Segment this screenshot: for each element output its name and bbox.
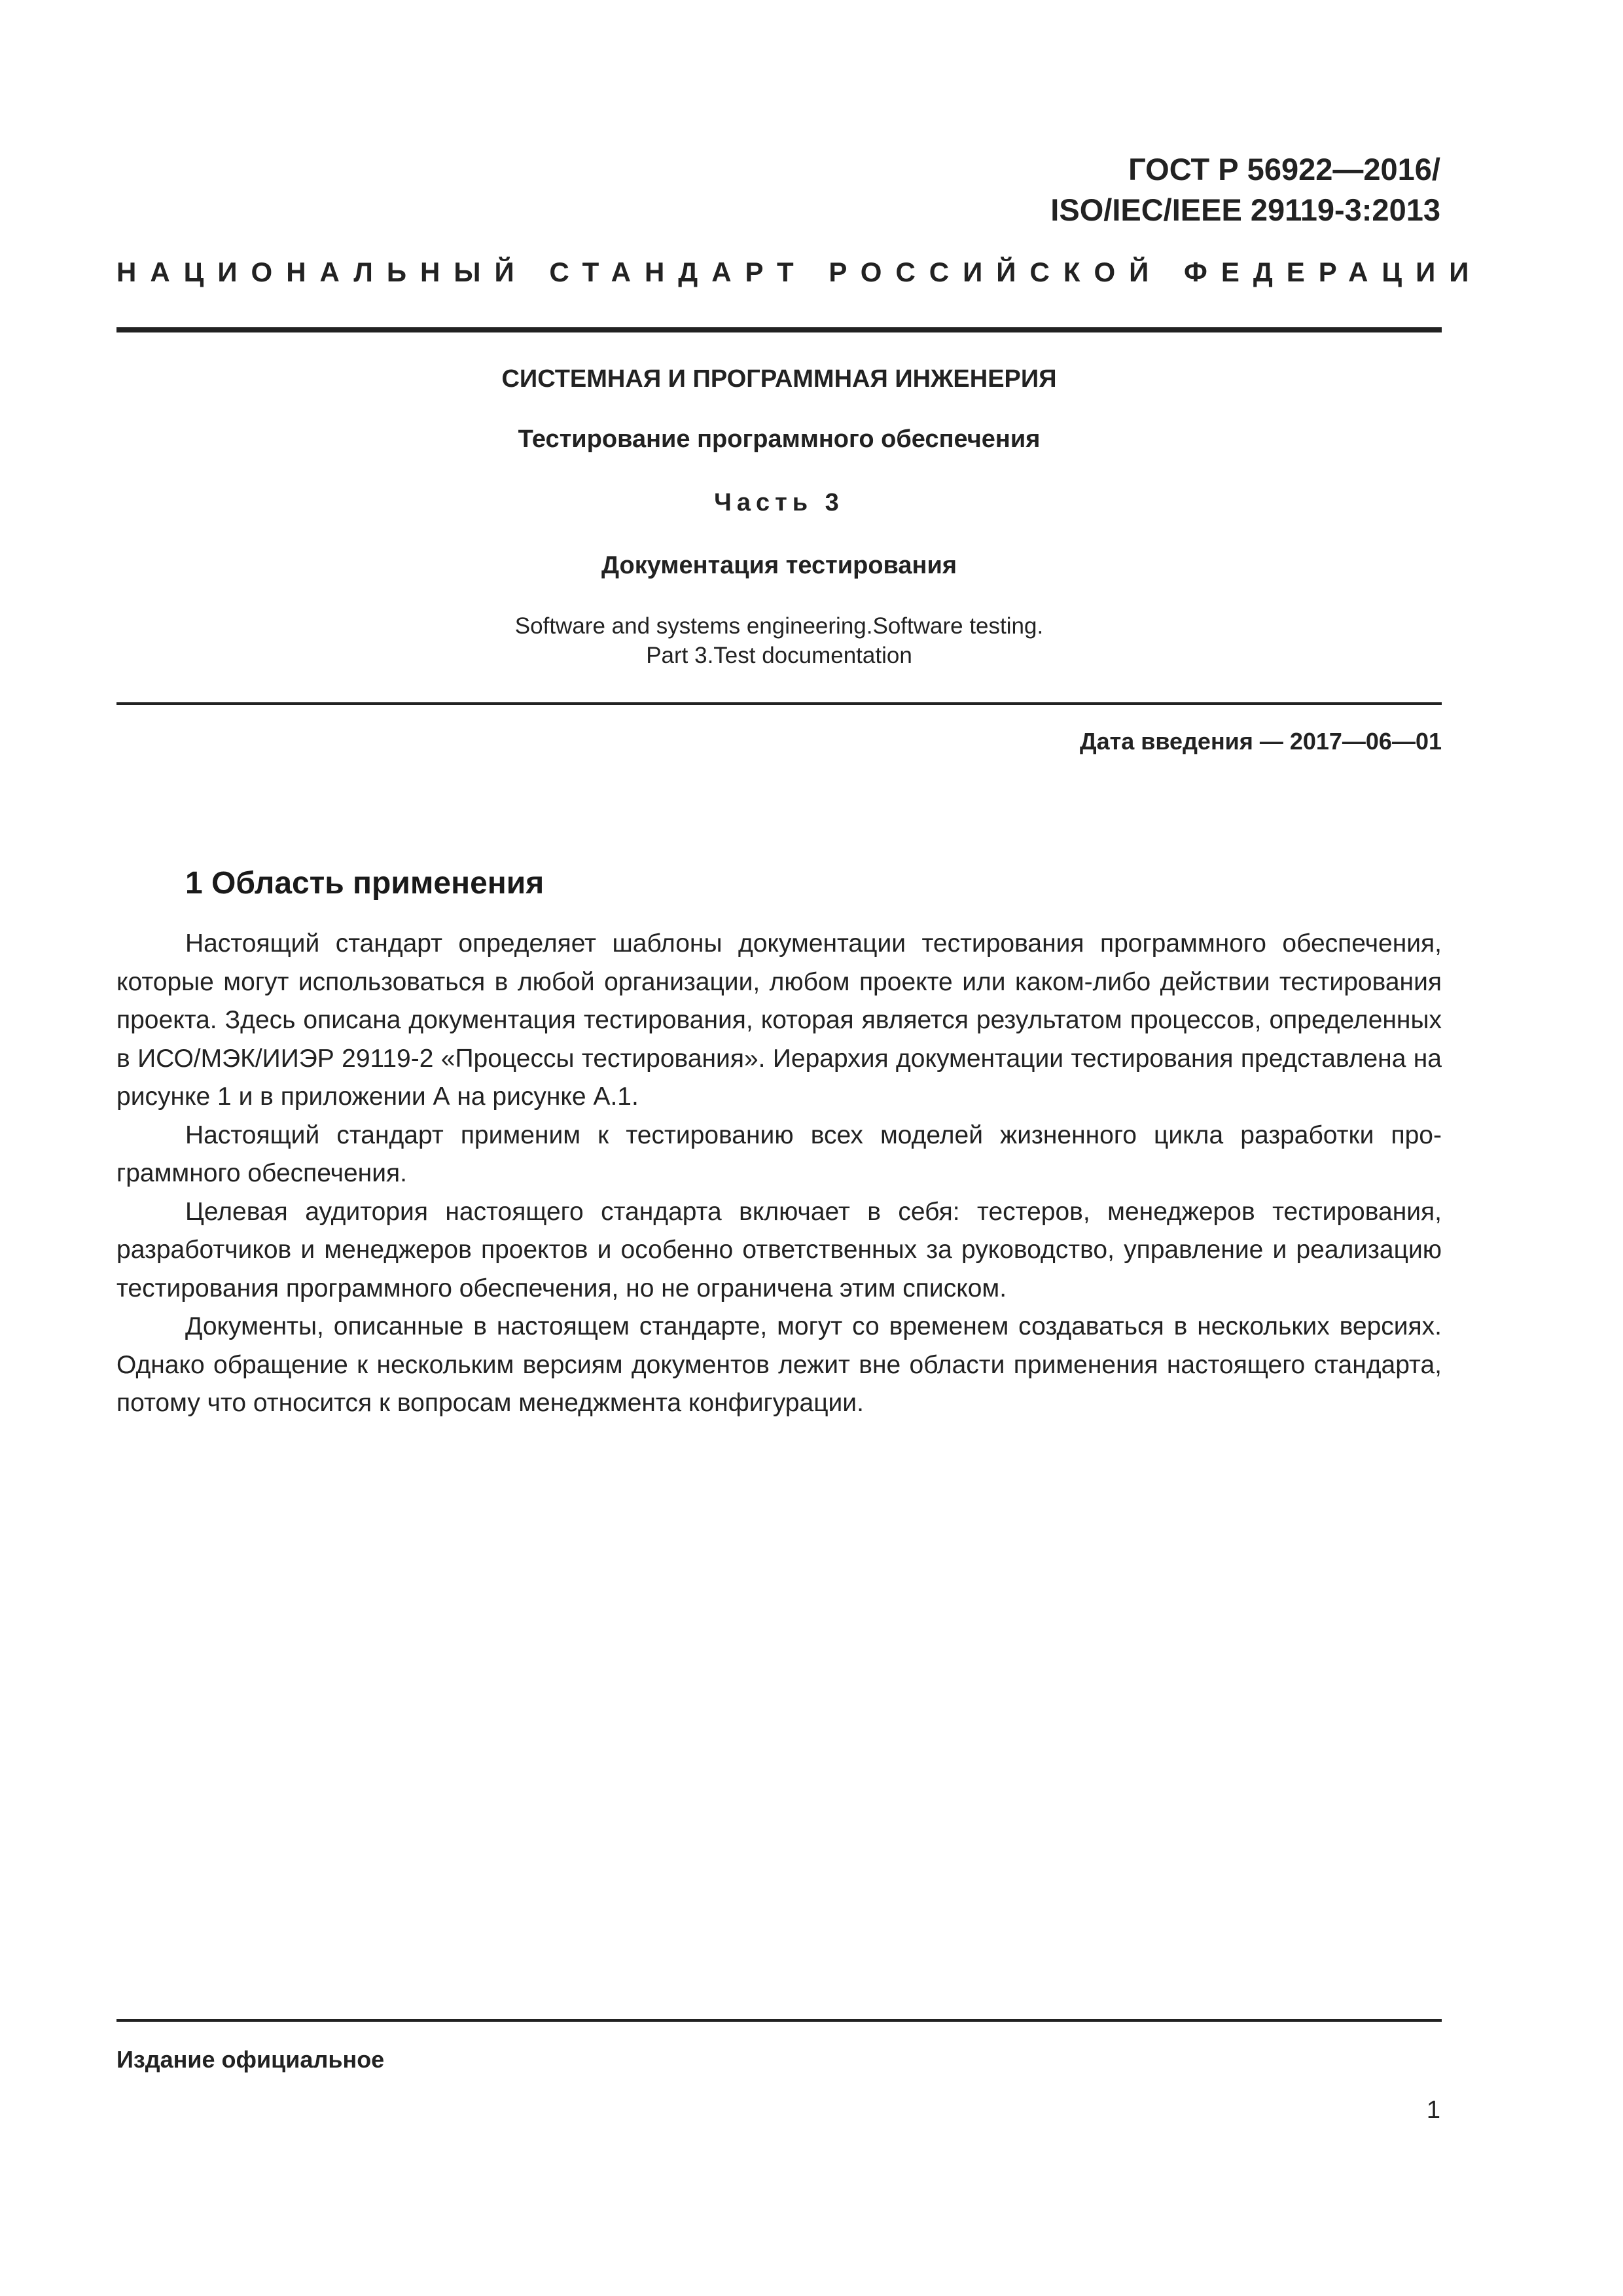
footer-divider bbox=[116, 2019, 1442, 2022]
title-software-testing: Тестирование программного обеспечения bbox=[518, 425, 1041, 453]
introduction-date: Дата введения — 2017—06—01 bbox=[1079, 728, 1442, 755]
paragraph: Целевая аудитория настоящего стандарта включает в себя: тестеров, менеджеров тестирования, разработчиков и менеджеров проектов и особенно ответственных за руководство, управление и реализацию тестирования программного обеспечения, но не ограничена этим списком. bbox=[116, 1197, 1442, 1302]
paragraph: Настоящий стандарт применим к тестированию всех моделей жизненного цикла разработки программного обеспечения. bbox=[116, 1121, 1442, 1187]
paragraph: Документы, описанные в настоящем стандарте, могут со временем создаваться в нескольких версиях. Однако обращение к нескольким версиям документов лежит вне области применения настоящего стандарта, потому что относится к вопросам менеджмента конфигурации. bbox=[116, 1312, 1442, 1417]
english-title-line1: Software and systems engineering.Software testing. bbox=[514, 613, 1044, 639]
official-edition-label: Издание официальное bbox=[116, 2046, 385, 2073]
paragraph: Настоящий стандарт определяет шаблоны документации тестирования программного обеспечения, которые могут использоваться в любой организации, любом проекте или каком-либо действии тестирования проекта. Здесь описана документация тестирования, которая является результатом процессов, определенных в ИСО/МЭК/ИИЭР 29119-2 «Процессы тестирования». Иерархия документации тестирования представлена на рисунке 1 и в приложении А на рисунке А.1. bbox=[116, 929, 1442, 1111]
section-heading: 1 Область применения bbox=[185, 866, 544, 901]
title-part: Часть 3 bbox=[714, 489, 844, 516]
iso-number: ISO/IEC/IEEE 29119-3:2013 bbox=[1050, 192, 1440, 227]
header-divider bbox=[116, 327, 1442, 332]
title-divider bbox=[116, 702, 1442, 705]
page-number: 1 bbox=[1426, 2096, 1440, 2124]
section-body bbox=[116, 925, 1442, 1423]
national-standard-banner: НАЦИОНАЛЬНЫЙ СТАНДАРТ РОССИЙСКОЙ ФЕДЕРАЦИИ bbox=[116, 257, 1483, 287]
standard-designation bbox=[1050, 149, 1440, 230]
title-system-engineering: СИСТЕМНАЯ И ПРОГРАММНАЯ ИНЖЕНЕРИЯ bbox=[501, 365, 1057, 393]
title-test-documentation: Документация тестирования bbox=[601, 552, 957, 579]
gost-number: ГОСТ Р 56922—2016/ bbox=[1128, 152, 1440, 187]
english-title-line2: Part 3.Test documentation bbox=[646, 643, 912, 668]
